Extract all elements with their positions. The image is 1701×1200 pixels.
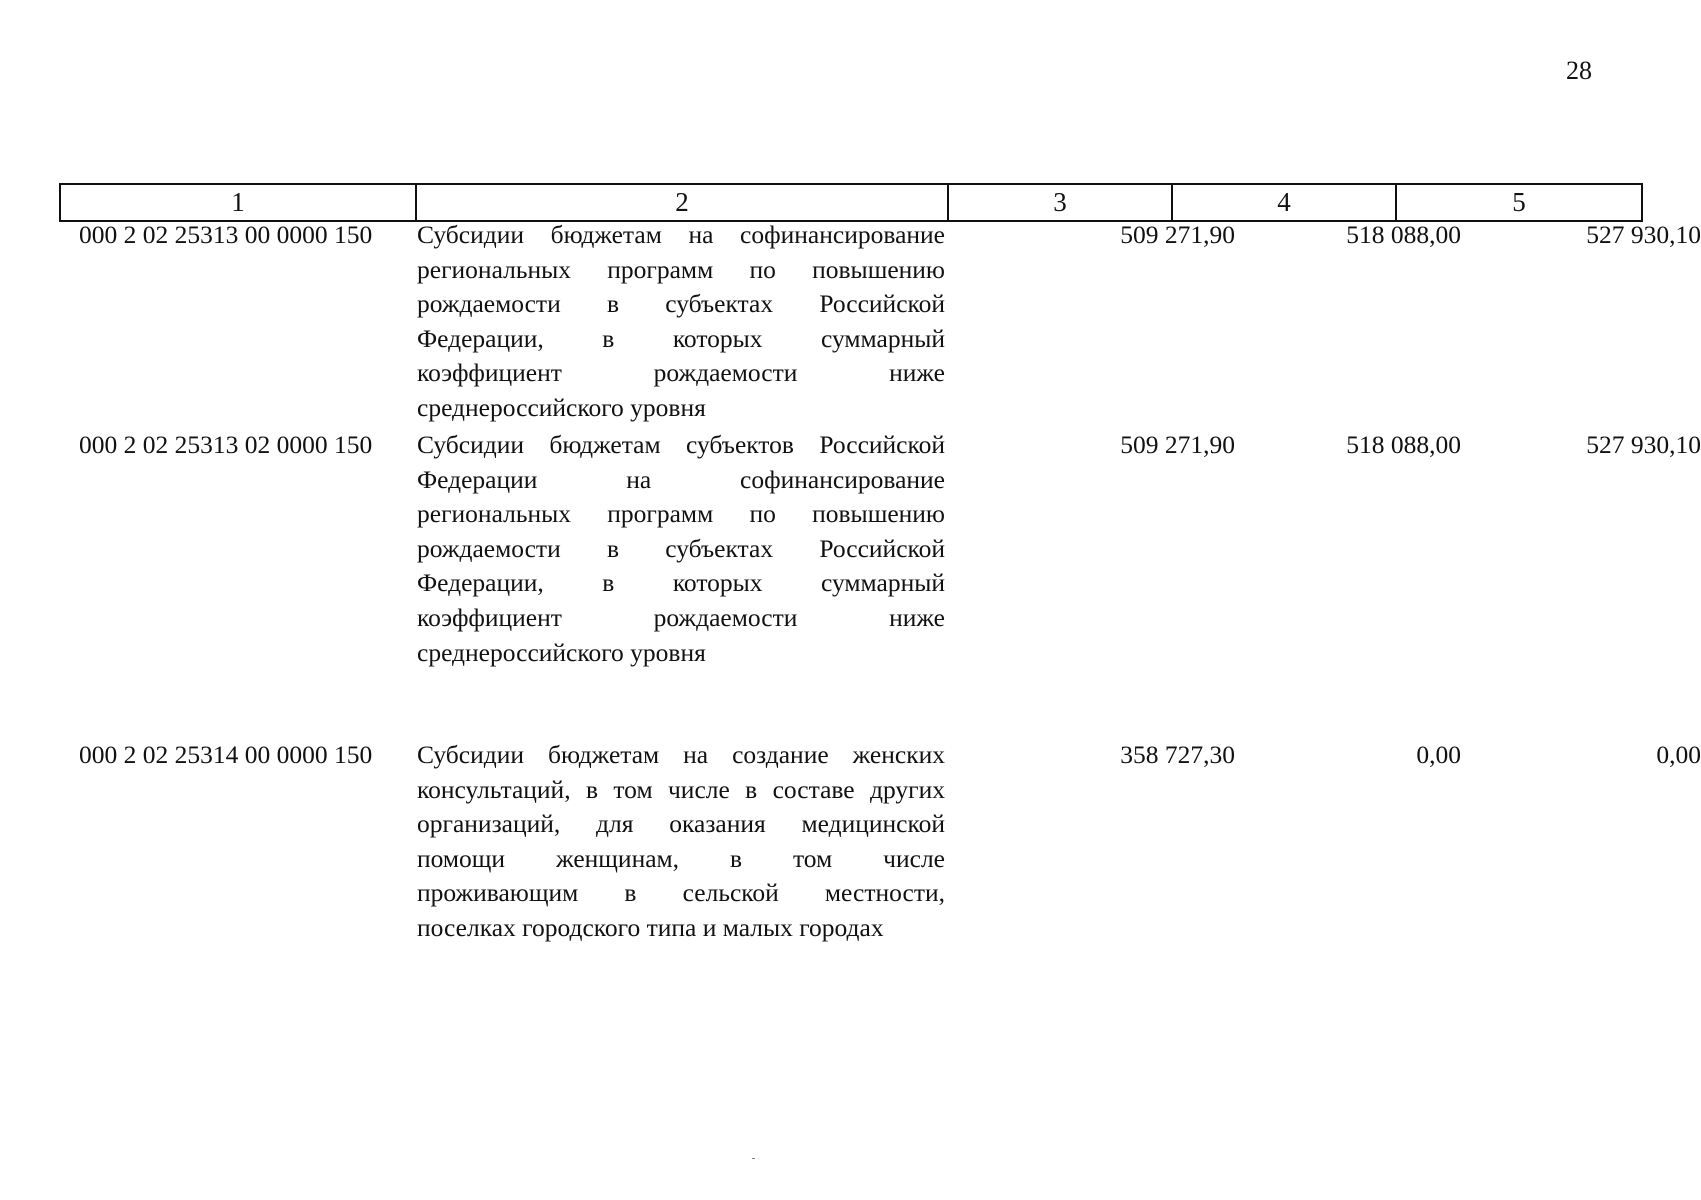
value-col-3: 358 727,30 — [1120, 740, 1235, 769]
budget-item-name — [417, 428, 945, 670]
name-line: Федерации, в которых суммарный — [417, 568, 945, 598]
name-line: рождаемости в субъектах Российской — [417, 533, 945, 563]
name-line: Субсидии бюджетам на софинансирование — [417, 220, 945, 249]
value-col-4: 518 088,00 — [1346, 220, 1461, 249]
name-line: проживающим в сельской местности, — [417, 878, 945, 908]
header-cell-2: 2 — [415, 185, 947, 220]
name-line: Федерации, в которых суммарный — [417, 323, 945, 353]
name-line: Субсидии бюджетам на создание женских — [417, 740, 945, 769]
header-cell-5: 5 — [1395, 185, 1643, 220]
name-line: поселках городского типа и малых городах — [417, 912, 884, 942]
name-line: региональных программ по повышению — [417, 254, 945, 284]
value-col-5: 0,00 — [1656, 740, 1701, 769]
name-line: среднероссийского уровня — [417, 637, 706, 667]
scan-speck — [752, 1158, 755, 1159]
header-cell-4: 4 — [1171, 185, 1395, 220]
name-line: коэффициент рождаемости ниже — [417, 602, 945, 632]
value-col-5: 527 930,10 — [1586, 220, 1701, 249]
name-line: консультаций, в том числе в составе других — [417, 774, 945, 804]
header-cell-3: 3 — [947, 185, 1171, 220]
value-col-4: 0,00 — [1416, 740, 1461, 769]
budget-code: 000 2 02 25313 00 0000 150 — [79, 220, 373, 249]
name-line: коэффициент рождаемости ниже — [417, 358, 945, 388]
name-line: Федерации на софинансирование — [417, 464, 945, 494]
table-header-row — [59, 183, 1643, 222]
page-number: 28 — [1566, 56, 1592, 85]
name-line: региональных программ по повышению — [417, 499, 945, 529]
value-col-3: 509 271,90 — [1120, 430, 1235, 459]
header-cell-1: 1 — [59, 185, 415, 220]
name-line: Субсидии бюджетам субъектов Российской — [417, 430, 945, 459]
name-line: среднероссийского уровня — [417, 392, 706, 422]
budget-code: 000 2 02 25314 00 0000 150 — [79, 740, 373, 769]
budget-item-name — [417, 218, 945, 426]
value-col-5: 527 930,10 — [1586, 430, 1701, 459]
value-col-3: 509 271,90 — [1120, 220, 1235, 249]
budget-item-name — [417, 738, 945, 946]
budget-code: 000 2 02 25313 02 0000 150 — [79, 430, 373, 459]
name-line: организаций, для оказания медицинской — [417, 809, 945, 839]
name-line: помощи женщинам, в том числе — [417, 843, 945, 873]
name-line: рождаемости в субъектах Российской — [417, 289, 945, 319]
value-col-4: 518 088,00 — [1346, 430, 1461, 459]
